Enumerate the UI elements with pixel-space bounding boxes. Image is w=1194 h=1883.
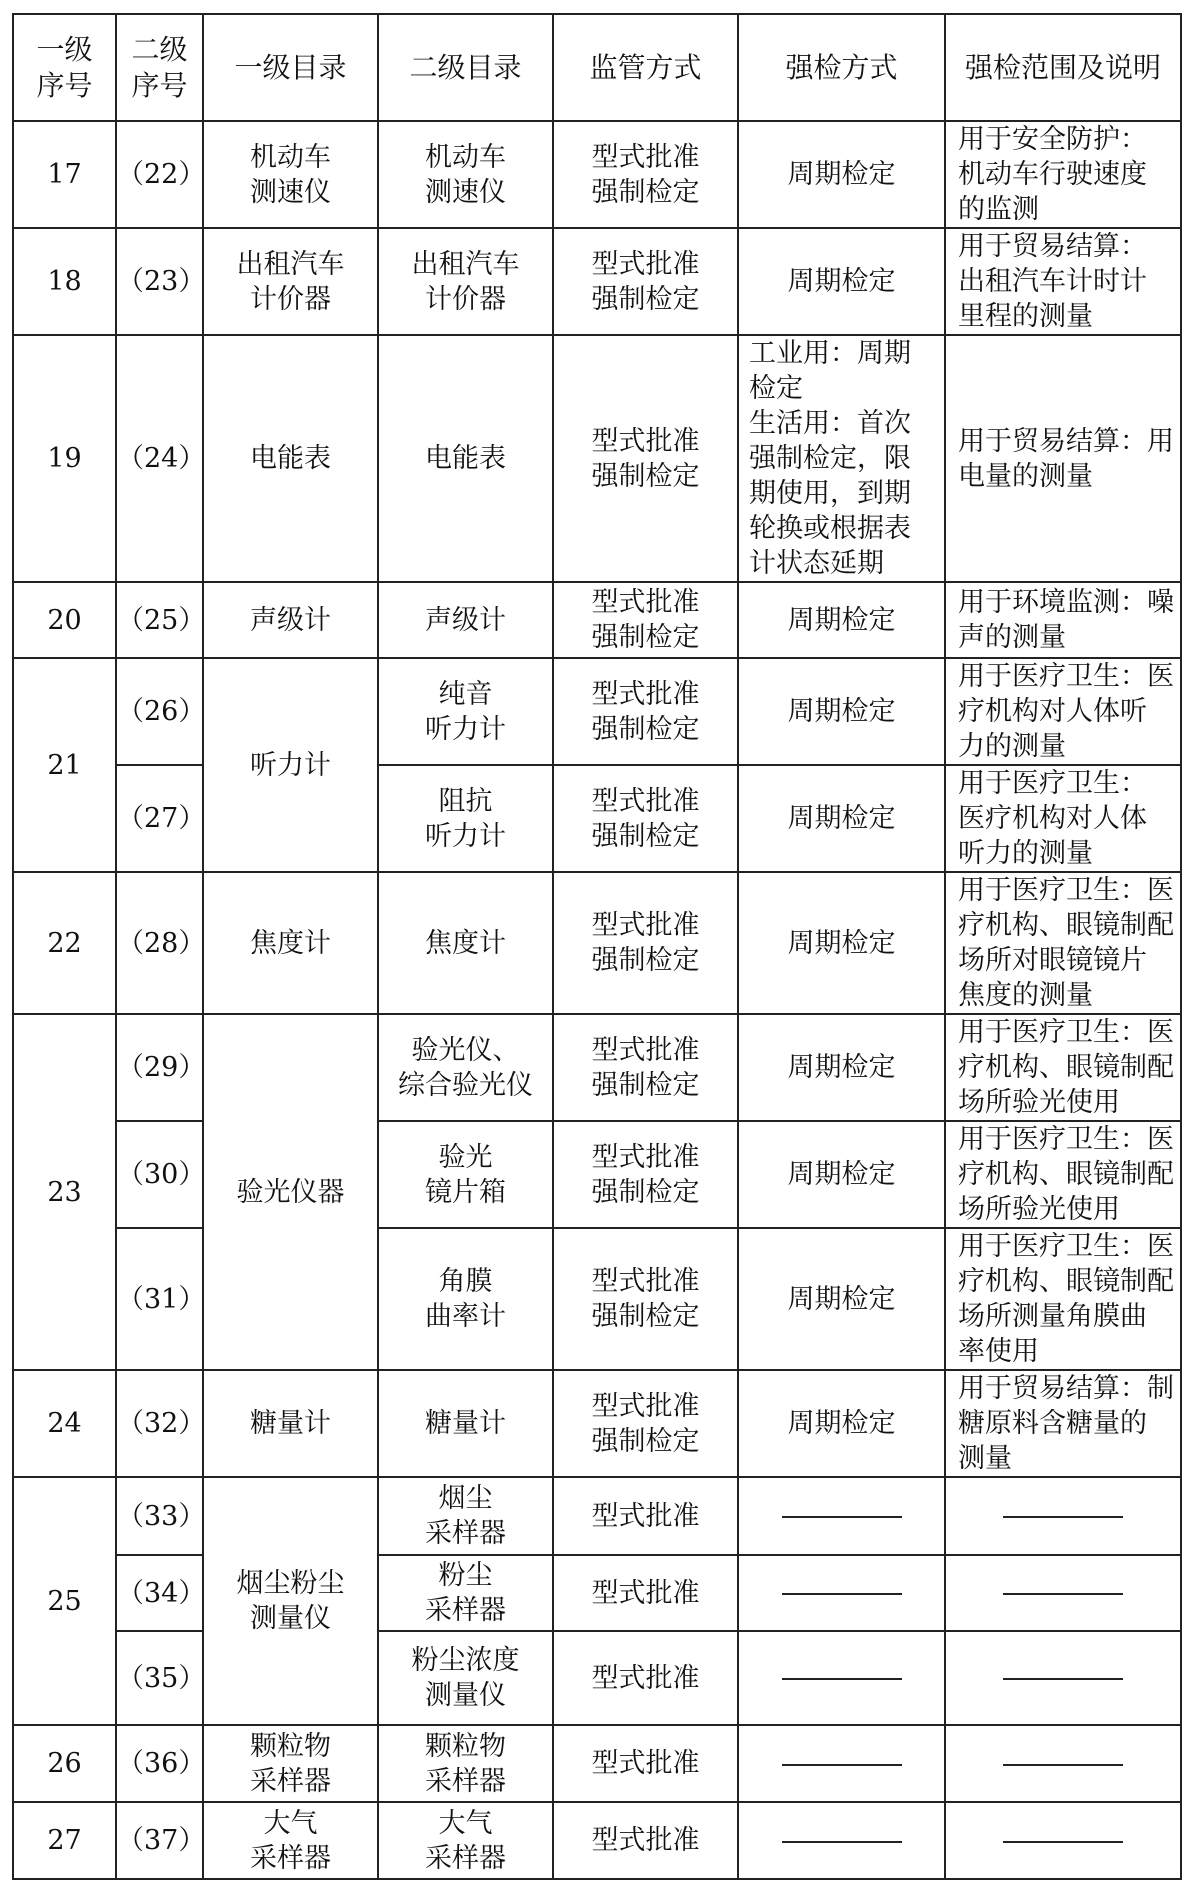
secondary-number: （27） — [116, 765, 203, 872]
inspection-method: 周期检定 — [738, 765, 945, 872]
dash-line — [1003, 1593, 1123, 1595]
header-scope-description: 强检范围及说明 — [945, 14, 1181, 121]
secondary-number: （35） — [116, 1631, 203, 1725]
inspection-method-blank — [738, 1725, 945, 1802]
secondary-number: （36） — [116, 1725, 203, 1802]
secondary-number: （30） — [116, 1121, 203, 1228]
dash-line — [1003, 1764, 1123, 1766]
secondary-category: 验光仪、 综合验光仪 — [378, 1014, 553, 1121]
header-primary-category: 一级目录 — [203, 14, 378, 121]
secondary-category: 焦度计 — [378, 872, 553, 1014]
table-row — [13, 121, 1181, 228]
regulation-table-container — [12, 13, 1182, 1880]
secondary-category: 烟尘 采样器 — [378, 1477, 553, 1555]
header-secondary-number: 二级 序号 — [116, 14, 203, 121]
table-row — [13, 765, 1181, 872]
primary-category: 烟尘粉尘 测量仪 — [203, 1477, 378, 1725]
table-row — [13, 335, 1181, 582]
secondary-category: 纯音 听力计 — [378, 658, 553, 765]
scope-description-blank — [945, 1725, 1181, 1802]
inspection-method: 周期检定 — [738, 1121, 945, 1228]
scope-description: 用于贸易结算：用 电量的测量 — [945, 335, 1181, 582]
secondary-category: 机动车 测速仪 — [378, 121, 553, 228]
table-row — [13, 658, 1181, 765]
header-secondary-category: 二级目录 — [378, 14, 553, 121]
inspection-method: 周期检定 — [738, 658, 945, 765]
supervision-method: 型式批准 强制检定 — [553, 228, 738, 335]
secondary-number: （28） — [116, 872, 203, 1014]
supervision-method: 型式批准 — [553, 1555, 738, 1631]
supervision-method: 型式批准 强制检定 — [553, 582, 738, 658]
inspection-method-blank — [738, 1631, 945, 1725]
supervision-method: 型式批准 强制检定 — [553, 658, 738, 765]
secondary-number: （31） — [116, 1228, 203, 1370]
secondary-category: 角膜 曲率计 — [378, 1228, 553, 1370]
secondary-category: 粉尘 采样器 — [378, 1555, 553, 1631]
scope-description: 用于医疗卫生：医 疗机构、眼镜制配 场所测量角膜曲 率使用 — [945, 1228, 1181, 1370]
primary-number: 23 — [13, 1014, 116, 1370]
scope-description-blank — [945, 1477, 1181, 1555]
table-row — [13, 582, 1181, 658]
secondary-number: （29） — [116, 1014, 203, 1121]
secondary-category: 电能表 — [378, 335, 553, 582]
supervision-method: 型式批准 — [553, 1631, 738, 1725]
table-row — [13, 1631, 1181, 1725]
inspection-method: 周期检定 — [738, 1014, 945, 1121]
primary-category: 颗粒物 采样器 — [203, 1725, 378, 1802]
table-row — [13, 1477, 1181, 1555]
supervision-method: 型式批准 强制检定 — [553, 1370, 738, 1477]
dash-line — [1003, 1678, 1123, 1680]
secondary-category: 验光 镜片箱 — [378, 1121, 553, 1228]
primary-category: 验光仪器 — [203, 1014, 378, 1370]
dash-line — [1003, 1841, 1123, 1843]
scope-description: 用于医疗卫生：医 疗机构、眼镜制配 场所对眼镜镜片 焦度的测量 — [945, 872, 1181, 1014]
inspection-method: 周期检定 — [738, 582, 945, 658]
inspection-method-blank — [738, 1477, 945, 1555]
supervision-method: 型式批准 强制检定 — [553, 1228, 738, 1370]
supervision-method: 型式批准 强制检定 — [553, 765, 738, 872]
secondary-category: 阻抗 听力计 — [378, 765, 553, 872]
primary-category: 大气 采样器 — [203, 1802, 378, 1879]
inspection-method: 周期检定 — [738, 121, 945, 228]
primary-number: 27 — [13, 1802, 116, 1879]
primary-category: 电能表 — [203, 335, 378, 582]
primary-number: 22 — [13, 872, 116, 1014]
primary-number: 26 — [13, 1725, 116, 1802]
supervision-method: 型式批准 强制检定 — [553, 121, 738, 228]
dash-line — [782, 1764, 902, 1766]
scope-description-blank — [945, 1631, 1181, 1725]
primary-category: 听力计 — [203, 658, 378, 872]
table-header-row — [13, 14, 1181, 121]
scope-description: 用于医疗卫生：医 疗机构、眼镜制配 场所验光使用 — [945, 1014, 1181, 1121]
scope-description: 用于医疗卫生：医 疗机构、眼镜制配 场所验光使用 — [945, 1121, 1181, 1228]
inspection-method: 工业用：周期 检定 生活用：首次 强制检定，限 期使用，到期 轮换或根据表 计状态延期 — [738, 335, 945, 582]
primary-number: 21 — [13, 658, 116, 872]
table-row — [13, 1555, 1181, 1631]
secondary-category: 糖量计 — [378, 1370, 553, 1477]
metrology-instrument-table — [12, 13, 1182, 1880]
secondary-number: （34） — [116, 1555, 203, 1631]
table-row — [13, 1725, 1181, 1802]
primary-number: 17 — [13, 121, 116, 228]
secondary-number: （33） — [116, 1477, 203, 1555]
table-row — [13, 1121, 1181, 1228]
scope-description: 用于安全防护： 机动车行驶速度 的监测 — [945, 121, 1181, 228]
primary-number: 24 — [13, 1370, 116, 1477]
supervision-method: 型式批准 — [553, 1802, 738, 1879]
secondary-number: （23） — [116, 228, 203, 335]
scope-description: 用于贸易结算：制 糖原料含糖量的 测量 — [945, 1370, 1181, 1477]
scope-description: 用于医疗卫生：医 疗机构对人体听 力的测量 — [945, 658, 1181, 765]
table-row — [13, 1014, 1181, 1121]
header-supervision-method: 监管方式 — [553, 14, 738, 121]
secondary-category: 颗粒物 采样器 — [378, 1725, 553, 1802]
inspection-method-blank — [738, 1555, 945, 1631]
secondary-number: （32） — [116, 1370, 203, 1477]
table-row — [13, 228, 1181, 335]
dash-line — [782, 1678, 902, 1680]
supervision-method: 型式批准 — [553, 1725, 738, 1802]
header-inspection-method: 强检方式 — [738, 14, 945, 121]
scope-description-blank — [945, 1555, 1181, 1631]
secondary-category: 出租汽车 计价器 — [378, 228, 553, 335]
supervision-method: 型式批准 强制检定 — [553, 1014, 738, 1121]
scope-description-blank — [945, 1802, 1181, 1879]
primary-category: 声级计 — [203, 582, 378, 658]
primary-category: 出租汽车 计价器 — [203, 228, 378, 335]
inspection-method: 周期检定 — [738, 1370, 945, 1477]
table-row — [13, 1228, 1181, 1370]
dash-line — [782, 1841, 902, 1843]
secondary-category: 大气 采样器 — [378, 1802, 553, 1879]
primary-category: 焦度计 — [203, 872, 378, 1014]
secondary-number: （24） — [116, 335, 203, 582]
table-row — [13, 1370, 1181, 1477]
secondary-number: （22） — [116, 121, 203, 228]
secondary-number: （26） — [116, 658, 203, 765]
inspection-method: 周期检定 — [738, 1228, 945, 1370]
supervision-method: 型式批准 强制检定 — [553, 335, 738, 582]
inspection-method: 周期检定 — [738, 228, 945, 335]
scope-description: 用于贸易结算： 出租汽车计时计 里程的测量 — [945, 228, 1181, 335]
primary-category: 糖量计 — [203, 1370, 378, 1477]
dash-line — [782, 1593, 902, 1595]
primary-number: 18 — [13, 228, 116, 335]
inspection-method: 周期检定 — [738, 872, 945, 1014]
table-row — [13, 872, 1181, 1014]
table-row — [13, 1802, 1181, 1879]
supervision-method: 型式批准 强制检定 — [553, 872, 738, 1014]
secondary-number: （37） — [116, 1802, 203, 1879]
secondary-category: 粉尘浓度 测量仪 — [378, 1631, 553, 1725]
primary-category: 机动车 测速仪 — [203, 121, 378, 228]
supervision-method: 型式批准 — [553, 1477, 738, 1555]
scope-description: 用于医疗卫生： 医疗机构对人体 听力的测量 — [945, 765, 1181, 872]
dash-line — [782, 1516, 902, 1518]
supervision-method: 型式批准 强制检定 — [553, 1121, 738, 1228]
dash-line — [1003, 1516, 1123, 1518]
primary-number: 19 — [13, 335, 116, 582]
scope-description: 用于环境监测：噪 声的测量 — [945, 582, 1181, 658]
header-primary-number: 一级 序号 — [13, 14, 116, 121]
primary-number: 20 — [13, 582, 116, 658]
inspection-method-blank — [738, 1802, 945, 1879]
secondary-number: （25） — [116, 582, 203, 658]
primary-number: 25 — [13, 1477, 116, 1725]
secondary-category: 声级计 — [378, 582, 553, 658]
